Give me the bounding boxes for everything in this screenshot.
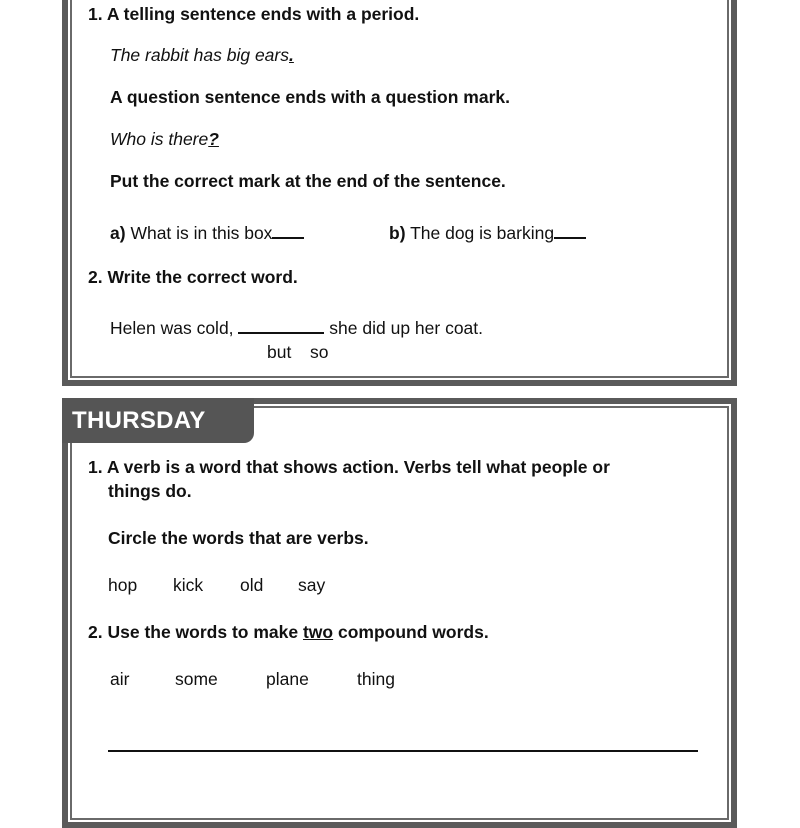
answer-blank[interactable] [554, 236, 586, 239]
thursday-question-2 [88, 622, 489, 643]
question-text: Use the words to make [107, 622, 299, 642]
fill-in-sentence [110, 318, 483, 339]
compound-word-air: air [110, 669, 130, 689]
word-option-but: but [267, 342, 292, 362]
compound-word-plane: plane [266, 669, 309, 689]
example-question-sentence [110, 129, 219, 150]
answer-blank[interactable] [272, 236, 304, 239]
period-mark: . [289, 45, 294, 65]
question-mark: ? [208, 129, 219, 149]
item-label: b) [389, 223, 406, 243]
item-text: The dog is barking [410, 223, 555, 243]
answer-line[interactable] [108, 750, 698, 752]
question-text: Write the correct word. [107, 267, 298, 287]
sentence-end: she did up her coat. [329, 318, 484, 338]
question-text-continued: things do. [108, 481, 192, 501]
example-text: Who is there [110, 129, 209, 149]
question-rule: A question sentence ends with a question mark. [110, 87, 510, 107]
verb-word-kick[interactable]: kick [173, 575, 204, 595]
verb-word-hop[interactable]: hop [108, 575, 138, 595]
item-text: What is in this box [130, 223, 273, 243]
item-label: a) [110, 223, 126, 243]
thursday-question-1 [88, 457, 610, 478]
verb-word-say[interactable]: say [298, 575, 326, 595]
question-text: A verb is a word that shows action. Verbs tell what people or [106, 457, 610, 477]
instruction: Put the correct mark at the end of the sentence. [110, 171, 506, 191]
question-1 [88, 4, 419, 25]
example-text: The rabbit has big ears [110, 45, 289, 65]
question-number: 2. [88, 267, 103, 287]
question-number: 2. [88, 622, 103, 642]
question-text: A telling sentence ends with a period. [106, 4, 420, 24]
verb-word-old[interactable]: old [240, 575, 264, 595]
word-option-so: so [310, 342, 329, 362]
compound-word-thing: thing [357, 669, 395, 689]
instruction: Circle the words that are verbs. [108, 528, 369, 548]
question-number: 1. [88, 4, 103, 24]
exercise-item-b [389, 223, 586, 244]
compound-word-some: some [175, 669, 218, 689]
answer-blank[interactable] [238, 331, 324, 334]
question-number: 1. [88, 457, 103, 477]
example-telling-sentence [110, 45, 294, 66]
sentence-start: Helen was cold, [110, 318, 234, 338]
exercise-item-a [110, 223, 304, 244]
question-text-end: compound words. [338, 622, 489, 642]
section-title-tab: THURSDAY [62, 398, 254, 443]
question-2 [88, 267, 298, 288]
emphasized-word: two [302, 622, 334, 642]
